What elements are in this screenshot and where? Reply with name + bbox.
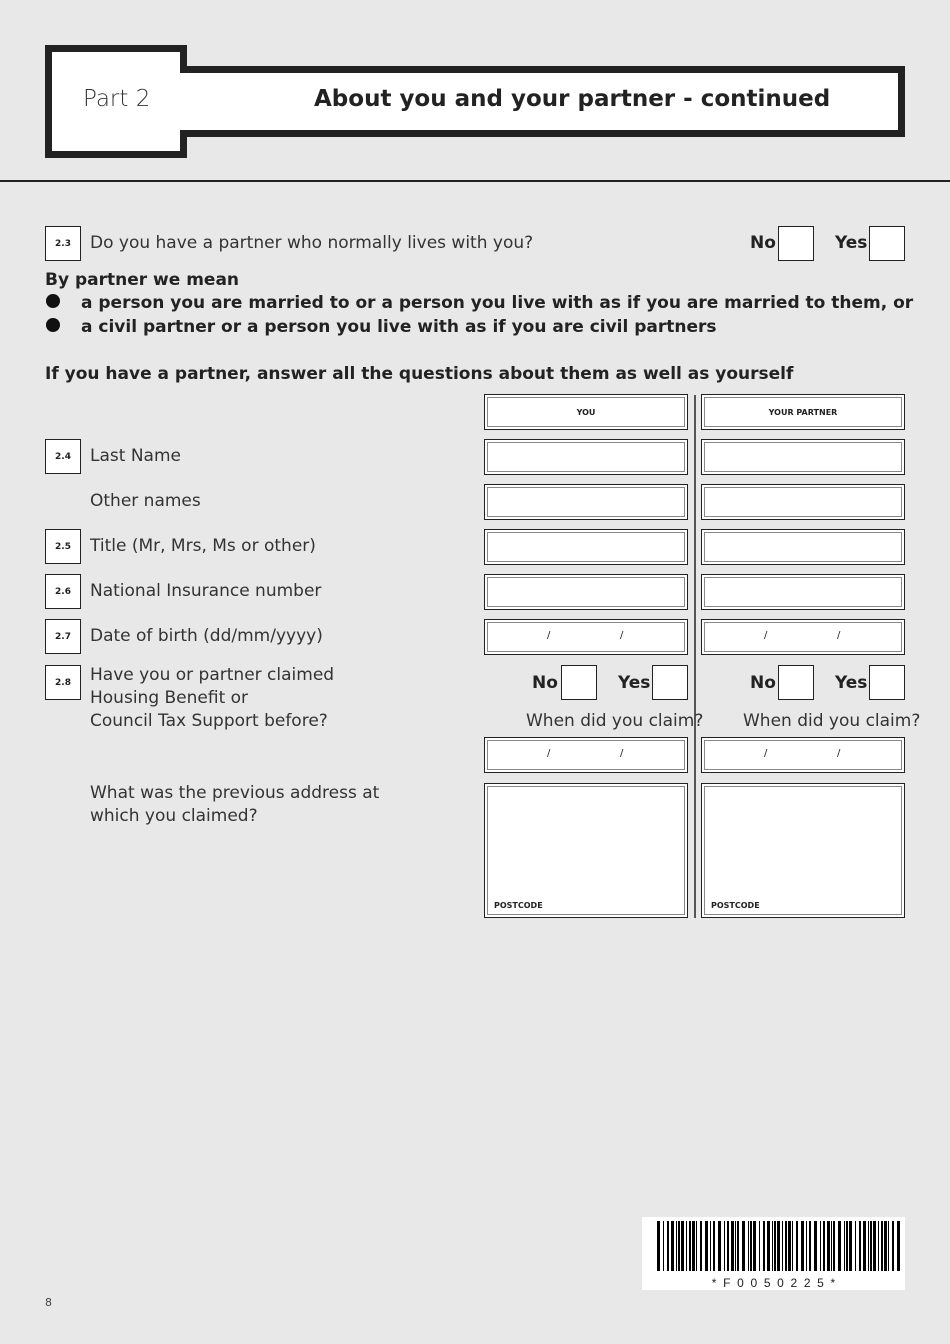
barcode-bar <box>868 1221 869 1271</box>
date-separator: / <box>620 748 624 759</box>
barcode-bar <box>846 1221 848 1271</box>
text-line: Have you or partner claimed <box>90 665 335 685</box>
partner-dob-field[interactable] <box>701 619 905 655</box>
barcode-bar <box>892 1221 894 1271</box>
you-title-field[interactable] <box>484 529 688 565</box>
barcode-bar <box>814 1221 817 1271</box>
you-ni-number-field[interactable] <box>484 574 688 610</box>
date-separator: / <box>620 630 624 641</box>
previous-address-label <box>90 782 379 828</box>
partner-yes-checkbox[interactable] <box>869 226 905 261</box>
question-number: 2.4 <box>45 439 81 474</box>
page-title: About you and your partner - continued <box>314 86 831 112</box>
barcode-bar <box>809 1221 811 1271</box>
barcode-bar <box>873 1221 876 1271</box>
barcode-bar <box>750 1221 752 1271</box>
barcode <box>642 1217 905 1290</box>
barcode-bar <box>801 1221 804 1271</box>
definition-bullet: a civil partner or a person you live with as if you are civil partners <box>81 317 717 337</box>
question-text: Do you have a partner who normally lives with you? <box>90 233 534 253</box>
barcode-bar <box>667 1221 669 1271</box>
part-label: Part 2 <box>83 86 151 112</box>
no-label: No <box>750 233 776 253</box>
partner-claimed-no-checkbox[interactable] <box>778 665 814 700</box>
question-number: 2.6 <box>45 574 81 609</box>
barcode-bar <box>859 1221 861 1271</box>
date-separator: / <box>547 748 551 759</box>
date-separator: / <box>764 748 768 759</box>
text-line: Housing Benefit or <box>90 688 249 708</box>
barcode-bar <box>823 1221 825 1271</box>
no-label: No <box>532 673 558 693</box>
barcode-bar <box>884 1221 887 1271</box>
barcode-bar <box>727 1221 729 1271</box>
partner-claimed-yes-checkbox[interactable] <box>869 665 905 700</box>
barcode-bar <box>657 1221 660 1271</box>
barcode-bar <box>831 1221 832 1271</box>
barcode-bar <box>782 1221 783 1271</box>
postcode-label: POSTCODE <box>711 901 760 910</box>
text-line: Council Tax Support before? <box>90 711 328 731</box>
yes-label: Yes <box>618 673 651 693</box>
barcode-bar <box>705 1221 708 1271</box>
column-header-partner: YOUR PARTNER <box>701 394 905 430</box>
barcode-bar <box>774 1221 776 1271</box>
barcode-bar <box>806 1221 807 1271</box>
barcode-bar <box>718 1221 721 1271</box>
barcode-bar <box>724 1221 725 1271</box>
yes-label: Yes <box>835 673 868 693</box>
barcode-bar <box>753 1221 756 1271</box>
barcode-bar <box>700 1221 702 1271</box>
date-separator: / <box>837 748 841 759</box>
date-separator: / <box>837 630 841 641</box>
partner-other-names-field[interactable] <box>701 484 905 520</box>
barcode-bar <box>737 1221 739 1271</box>
column-header-you: YOU <box>484 394 688 430</box>
barcode-bar <box>681 1221 684 1271</box>
bullet-icon <box>46 318 60 332</box>
question-number: 2.3 <box>45 226 81 261</box>
barcode-bar <box>763 1221 765 1271</box>
barcode-bar <box>678 1221 680 1271</box>
yes-label: Yes <box>835 233 868 253</box>
barcode-bar <box>686 1221 687 1271</box>
barcode-bar <box>742 1221 745 1271</box>
partner-no-checkbox[interactable] <box>778 226 814 261</box>
barcode-bar <box>777 1221 780 1271</box>
barcode-bar <box>731 1221 734 1271</box>
text-line: which you claimed? <box>90 806 258 826</box>
you-other-names-field[interactable] <box>484 484 688 520</box>
title-label: Title (Mr, Mrs, Ms or other) <box>90 536 316 556</box>
partner-title-field[interactable] <box>701 529 905 565</box>
barcode-bar <box>692 1221 695 1271</box>
last-name-label: Last Name <box>90 446 181 466</box>
barcode-bar <box>855 1221 856 1271</box>
postcode-label: POSTCODE <box>494 901 543 910</box>
barcode-bar <box>849 1221 852 1271</box>
barcode-bar <box>881 1221 883 1271</box>
barcode-bar <box>788 1221 791 1271</box>
barcode-bar <box>713 1221 715 1271</box>
barcode-bar <box>820 1221 821 1271</box>
date-separator: / <box>547 630 551 641</box>
bullet-icon <box>46 294 60 308</box>
barcode-bar <box>833 1221 835 1271</box>
barcode-bar <box>663 1221 664 1271</box>
ni-number-label: National Insurance number <box>90 581 322 601</box>
partner-ni-number-field[interactable] <box>701 574 905 610</box>
barcode-bar <box>748 1221 749 1271</box>
barcode-bar <box>772 1221 773 1271</box>
barcode-bar <box>710 1221 711 1271</box>
barcode-bar <box>878 1221 879 1271</box>
when-claim-label: When did you claim? <box>743 711 921 731</box>
barcode-bar <box>676 1221 677 1271</box>
barcode-bar <box>671 1221 674 1271</box>
barcode-bar <box>796 1221 798 1271</box>
date-separator: / <box>764 630 768 641</box>
you-claimed-no-checkbox[interactable] <box>561 665 597 700</box>
barcode-bar <box>838 1221 841 1271</box>
barcode-bar <box>759 1221 760 1271</box>
instruction: If you have a partner, answer all the questions about them as well as yourself <box>45 364 794 384</box>
divider <box>0 180 950 182</box>
barcode-bar <box>689 1221 691 1271</box>
question-number: 2.8 <box>45 665 81 700</box>
when-claim-label: When did you claim? <box>526 711 704 731</box>
barcode-bar <box>888 1221 889 1271</box>
barcode-bar <box>897 1221 900 1271</box>
partner-previous-address-field[interactable] <box>701 783 905 918</box>
you-previous-address-field[interactable] <box>484 783 688 918</box>
barcode-bar <box>844 1221 845 1271</box>
barcode-bar <box>827 1221 830 1271</box>
other-names-label: Other names <box>90 491 201 511</box>
barcode-bar <box>870 1221 872 1271</box>
barcode-bar <box>696 1221 697 1271</box>
barcode-bars <box>642 1217 905 1275</box>
barcode-bar <box>785 1221 787 1271</box>
partner-claim-date-field[interactable] <box>701 737 905 773</box>
page-number: 8 <box>45 1296 52 1309</box>
you-claim-date-field[interactable] <box>484 737 688 773</box>
you-last-name-field[interactable] <box>484 439 688 475</box>
no-label: No <box>750 673 776 693</box>
dob-label: Date of birth (dd/mm/yyyy) <box>90 626 323 646</box>
barcode-bar <box>767 1221 770 1271</box>
definition-bullet: a person you are married to or a person you live with as if you are married to them, or <box>81 293 914 313</box>
question-number: 2.7 <box>45 619 81 654</box>
column-divider <box>694 395 696 918</box>
barcode-bar <box>735 1221 736 1271</box>
claimed-before-label <box>90 664 334 733</box>
question-number: 2.5 <box>45 529 81 564</box>
partner-definition-heading: By partner we mean <box>45 270 240 290</box>
barcode-text: * F 0 0 5 0 2 2 5 * <box>711 1276 836 1290</box>
you-dob-field[interactable] <box>484 619 688 655</box>
barcode-bar <box>792 1221 793 1271</box>
text-line: What was the previous address at <box>90 783 380 803</box>
partner-last-name-field[interactable] <box>701 439 905 475</box>
barcode-bar <box>863 1221 866 1271</box>
you-claimed-yes-checkbox[interactable] <box>652 665 688 700</box>
